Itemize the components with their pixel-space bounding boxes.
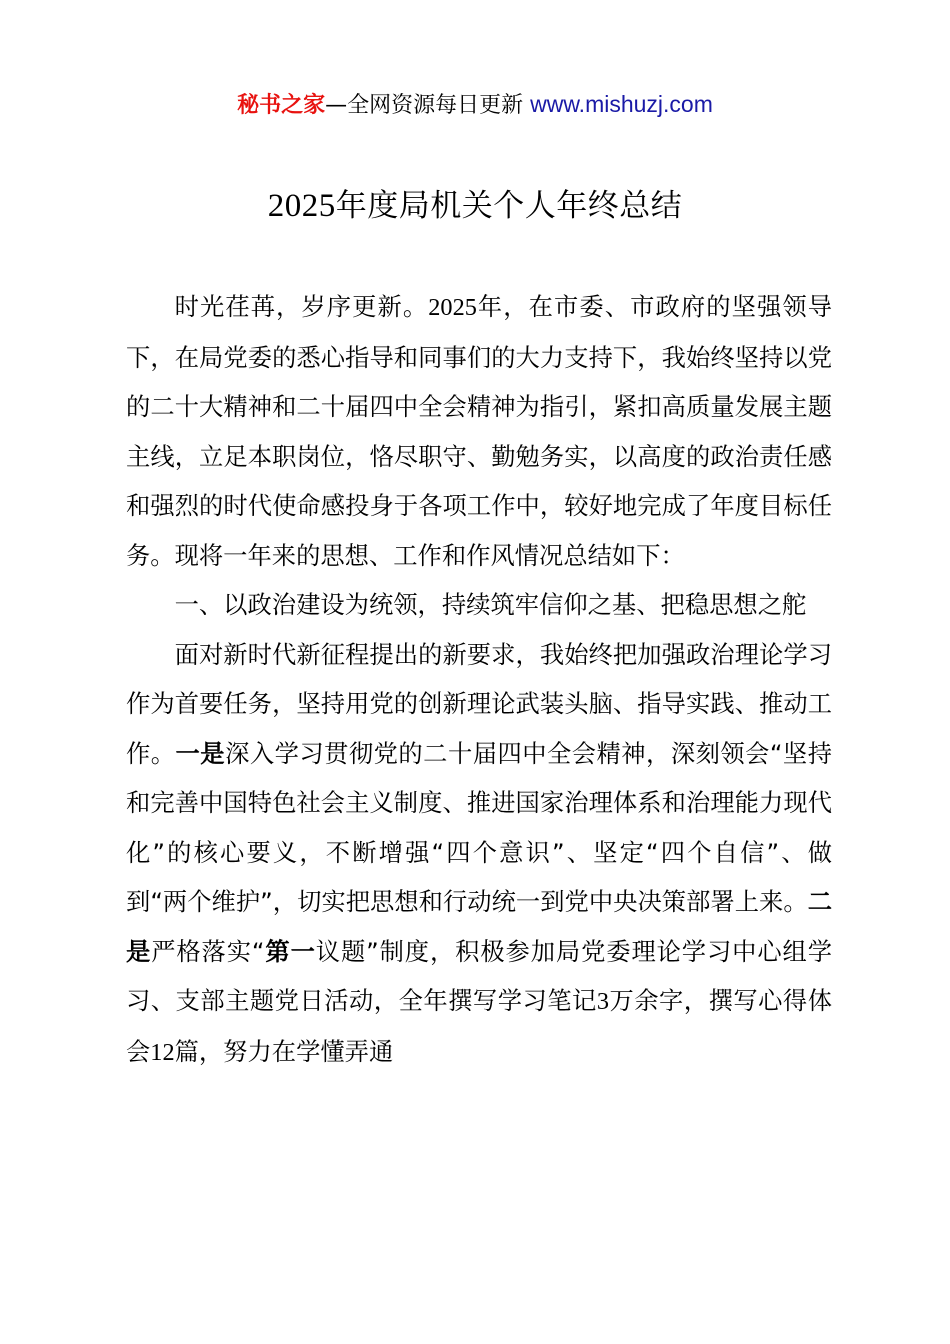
section-heading: 一、以政治建设为统领，持续筑牢信仰之基、把稳思想之舵 xyxy=(174,590,807,619)
site-url-link[interactable]: www.mishuzj.com xyxy=(530,91,713,117)
site-header xyxy=(0,88,950,122)
intro-paragraph: 时光荏苒，岁序更新。2025年，在市委、市政府的坚强领导下，在局党委的悉心指导和同事们的大力支持下，我始终坚持以党的二十大精神和二十届四中全会精神为指引，紧扣高质量发展主题主线，立足本职岗位，恪尽职守、勤勉务实，以高度的政治责任感和强烈的时代使命感投身于各项工作中，较好地完成了年度目标任务。现将一年来的思想、工作和作风情况总结如下： xyxy=(126,292,832,570)
section-paragraph: 面对新时代新征程提出的新要求，我始终把加强政治理论学习作为首要任务，坚持用党的创新理论武装头脑、指导实践、推动工作。一是深入学习贯彻党的二十届四中全会精神，深刻领会“坚持和完善中国特色社会主义制度、推进国家治理体系和治理能力现代化”的核心要义，不断增强“四个意识”、坚定“四个自信”、做到“两个维护”，切实把思想和行动统一到党中央决策部署上来。二是严格落实“第一议题”制度，积极参加局党委理论学习中心组学习、支部主题党日活动，全年撰写学习笔记3万余字，撰写心得体会12篇，努力在学懂弄通 xyxy=(126,639,833,1066)
page-title xyxy=(0,183,950,229)
title-year: 2025 xyxy=(267,188,336,224)
site-brand: 秘书之家 xyxy=(237,93,326,118)
site-tagline: —全网资源每日更新 xyxy=(325,93,531,118)
document-body xyxy=(126,282,832,1077)
title-text: 年度局机关个人年终总结 xyxy=(335,188,683,224)
